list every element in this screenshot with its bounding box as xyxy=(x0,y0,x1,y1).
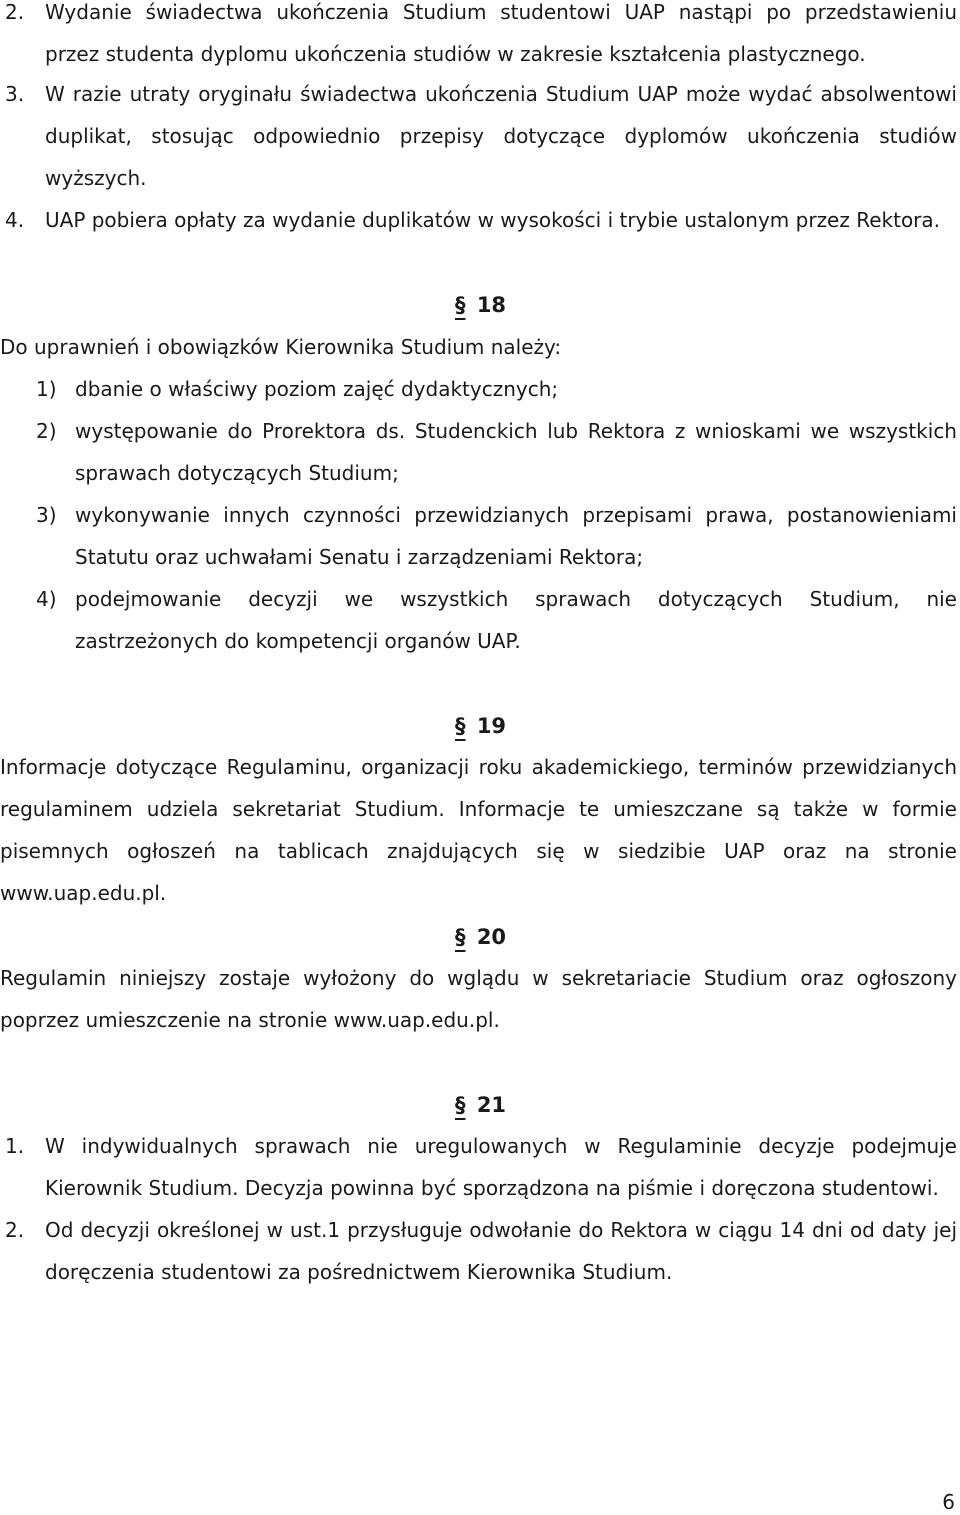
list-item-text: wykonywanie innych czynności przewidzianych przepisami prawa, postanowieniami Statutu oraz uchwałami Senatu i zarządzeniami Rektora; xyxy=(75,503,957,569)
list-item-number: 1) xyxy=(36,377,57,401)
list-item-number: 2) xyxy=(36,419,57,443)
section-heading-21 xyxy=(0,1090,960,1120)
section-paragraph: Regulamin niniejszy zostaje wyłożony do wglądu w sekretariacie Studium oraz ogłoszony poprzez umieszczenie na stronie www.uap.edu.pl. xyxy=(0,966,957,1032)
page-number: 6 xyxy=(942,1490,955,1514)
section-heading-19 xyxy=(0,711,960,741)
section-sign: § xyxy=(455,714,466,738)
section-number: 20 xyxy=(476,925,507,949)
list-item-number: 3) xyxy=(36,503,57,527)
section-paragraph: Informacje dotyczące Regulaminu, organizacji roku akademickiego, terminów przewidzianych regulaminem udziela sekretariat Studium. Informacje te umieszczane są także w formie pisemnych ogłoszeń na tablicach znajdujących się w siedzibie UAP oraz na stronie www.uap.edu.pl. xyxy=(0,755,957,905)
section-number: 18 xyxy=(476,293,507,317)
list-item-text: Od decyzji określonej w ust.1 przysługuje odwołanie do Rektora w ciągu 14 dni od daty jej doręczenia studentowi za pośrednictwem Kierownika Studium. xyxy=(45,1218,957,1284)
section-number: 21 xyxy=(476,1093,507,1117)
list-item-number: 4) xyxy=(36,587,57,611)
section-sign: § xyxy=(455,925,466,949)
list-item-text: W indywidualnych sprawach nie uregulowanych w Regulaminie decyzje podejmuje Kierownik Studium. Decyzja powinna być sporządzona na piśmie i doręczona studentowi. xyxy=(45,1134,957,1200)
section-number: 19 xyxy=(476,714,507,738)
list-item-number: 3. xyxy=(5,82,25,106)
list-item-text: występowanie do Prorektora ds. Studenckich lub Rektora z wnioskami we wszystkich sprawach dotyczących Studium; xyxy=(75,419,957,485)
list-item-number: 2. xyxy=(5,1218,25,1242)
list-item-text: podejmowanie decyzji we wszystkich sprawach dotyczących Studium, nie zastrzeżonych do kompetencji organów UAP. xyxy=(75,587,957,653)
list-item-number: 4. xyxy=(5,208,25,232)
section-sign: § xyxy=(455,1093,466,1117)
section-intro: Do uprawnień i obowiązków Kierownika Studium należy: xyxy=(0,335,562,359)
list-item-text: dbanie o właściwy poziom zajęć dydaktycznych; xyxy=(75,377,559,401)
list-item-text: W razie utraty oryginału świadectwa ukończenia Studium UAP może wydać absolwentowi duplikat, stosując odpowiednio przepisy dotyczące dyplomów ukończenia studiów wyższych. xyxy=(45,82,957,190)
section-heading-20 xyxy=(0,922,960,952)
section-sign: § xyxy=(455,293,466,317)
list-item-number: 2. xyxy=(5,0,25,24)
section-heading-18 xyxy=(0,290,960,320)
list-item-number: 1. xyxy=(5,1134,25,1158)
list-item-text: UAP pobiera opłaty za wydanie duplikatów w wysokości i trybie ustalonym przez Rektora. xyxy=(45,208,941,232)
list-item-text: Wydanie świadectwa ukończenia Studium studentowi UAP nastąpi po przedstawieniu przez studenta dyplomu ukończenia studiów w zakresie kształcenia plastycznego. xyxy=(45,0,957,66)
